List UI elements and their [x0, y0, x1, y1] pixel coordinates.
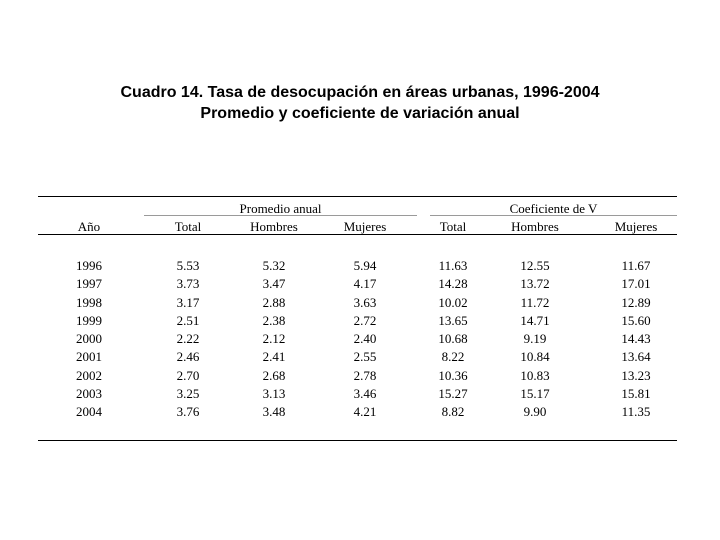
- table-cell: 13.65: [438, 312, 468, 328]
- table-cell: 13.23: [621, 367, 651, 383]
- table-cell: 13.64: [621, 349, 651, 365]
- table-cell: 10.83: [520, 367, 550, 383]
- table-cell: 2.88: [262, 294, 286, 310]
- table-cell: 3.46: [353, 385, 377, 401]
- row-year: 2000: [76, 331, 102, 346]
- table-cell: 12.55: [520, 258, 550, 273]
- table-cell: 15.27: [438, 385, 468, 401]
- table-cell: 2.78: [353, 367, 377, 383]
- table-cell: 2.70: [176, 367, 200, 383]
- table-cell: 2.55: [353, 349, 377, 365]
- table-cell: 15.17: [520, 385, 550, 401]
- column-header-total-promedio: Total: [174, 219, 202, 234]
- table-cell: 8.22: [441, 349, 465, 365]
- table-cell: 10.84: [520, 349, 550, 365]
- group-rule-coeficiente: [430, 215, 677, 216]
- table-cell: 3.76: [176, 404, 200, 419]
- table-cell: 2.68: [262, 367, 286, 383]
- group-rule-promedio: [144, 215, 417, 216]
- table-cell: 2.38: [262, 312, 286, 328]
- table-cell: 2.22: [176, 331, 200, 346]
- table-cell: 15.81: [621, 385, 651, 401]
- column-header-total-coef: Total: [439, 219, 467, 234]
- table-cell: 2.51: [176, 312, 200, 328]
- table-cell: 3.17: [176, 294, 200, 310]
- table-cell: 5.53: [176, 258, 200, 273]
- row-year: 2004: [76, 404, 102, 419]
- row-year: 2001: [76, 349, 102, 365]
- table-cell: 11.72: [520, 294, 550, 310]
- column-header-ano: Año: [77, 219, 101, 234]
- title-line-2: Promedio y coeficiente de variación anual: [200, 105, 520, 122]
- table-cell: 3.63: [353, 294, 377, 310]
- table-cell: 2.72: [353, 312, 377, 328]
- table-cell: 2.41: [262, 349, 286, 365]
- table-cell: 8.82: [441, 404, 465, 419]
- group-header-coeficiente: Coeficiente de V: [509, 201, 598, 216]
- table-cell: 3.25: [176, 385, 200, 401]
- table-cell: 5.94: [353, 258, 377, 273]
- table-cell: 9.19: [523, 331, 547, 346]
- table-cell: 17.01: [621, 276, 651, 292]
- column-header-mujeres-promedio: Mujeres: [343, 219, 387, 234]
- table-cell: 4.17: [353, 276, 377, 292]
- group-header-promedio: Promedio anual: [239, 201, 322, 216]
- table-cell: 9.90: [523, 404, 547, 419]
- table-cell: 12.89: [621, 294, 651, 310]
- table-cell: 4.21: [353, 404, 377, 419]
- table-cell: 14.71: [520, 312, 550, 328]
- table-cell: 10.02: [438, 294, 468, 310]
- row-year: 1997: [76, 276, 102, 292]
- title-line-1: Cuadro 14. Tasa de desocupación en áreas urbanas, 1996-2004: [120, 84, 600, 101]
- table-cell: 2.12: [262, 331, 286, 346]
- table-top-rule: [38, 196, 677, 197]
- row-year: 1996: [76, 258, 102, 273]
- row-year: 1999: [76, 312, 102, 328]
- table-cell: 2.46: [176, 349, 200, 365]
- table-cell: 3.13: [262, 385, 286, 401]
- row-year: 1998: [76, 294, 102, 310]
- row-year: 2003: [76, 385, 102, 401]
- table-cell: 11.63: [438, 258, 468, 273]
- table-cell: 14.43: [621, 331, 651, 346]
- column-header-mujeres-coef: Mujeres: [614, 219, 658, 234]
- table-cell: 3.48: [262, 404, 286, 419]
- table-cell: 10.36: [438, 367, 468, 383]
- column-header-hombres-coef: Hombres: [511, 219, 559, 234]
- table-cell: 15.60: [621, 312, 651, 328]
- table-cell: 11.67: [621, 258, 651, 273]
- table-cell: 5.32: [262, 258, 286, 273]
- table-cell: 11.35: [621, 404, 651, 419]
- table-cell: 10.68: [438, 331, 468, 346]
- table-cell: 13.72: [520, 276, 550, 292]
- table-cell: 14.28: [438, 276, 468, 292]
- table-cell: 3.73: [176, 276, 200, 292]
- column-header-hombres-promedio: Hombres: [250, 219, 298, 234]
- table-title: [0, 82, 720, 124]
- row-year: 2002: [76, 367, 102, 383]
- table-cell: 2.40: [353, 331, 377, 346]
- table-bottom-rule: [38, 440, 677, 441]
- table-cell: 3.47: [262, 276, 286, 292]
